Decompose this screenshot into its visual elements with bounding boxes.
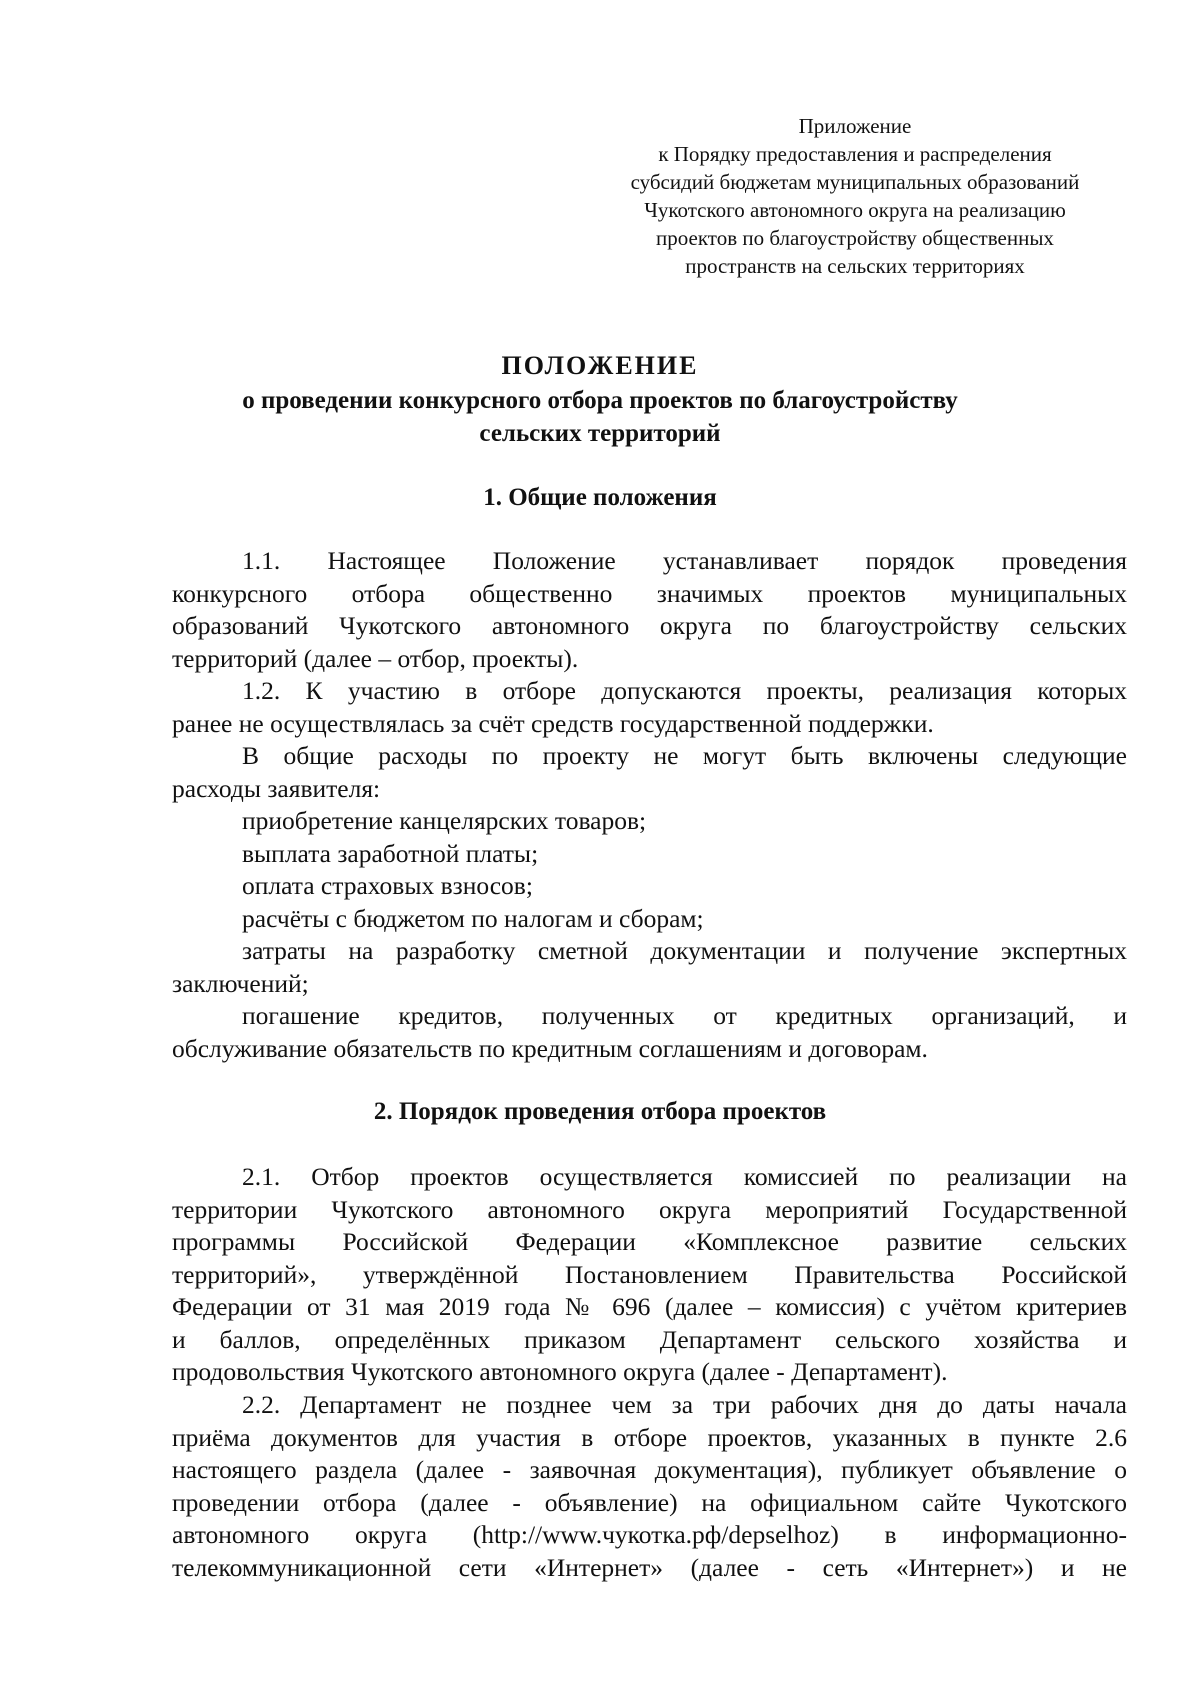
text-line: проведении отбора (далее - объявление) на официальном сайте Чукотского xyxy=(172,1487,1127,1517)
title-subtitle-line: о проведении конкурсного отбора проектов по благоустройству xyxy=(242,387,958,414)
text-line: 1.2. К участию в отборе допускаются проекты, реализация которых xyxy=(242,676,1127,705)
paragraph-expenses-intro xyxy=(172,740,1127,805)
text-line: В общие расходы по проекту не могут быть включены следующие xyxy=(242,741,1127,770)
expenses-list-item-estimates xyxy=(172,935,1127,1000)
appendix-line: проектов по благоустройству общественных xyxy=(656,226,1054,250)
appendix-line: Чукотского автономного округа на реализацию xyxy=(644,198,1066,222)
list-item: расчёты с бюджетом по налогам и сборам; xyxy=(242,903,704,933)
paragraph-2-1 xyxy=(172,1161,1127,1389)
section-1-heading: 1. Общие положения xyxy=(483,484,717,511)
expenses-list-item-credits xyxy=(172,1000,1127,1065)
text-line: расходы заявителя: xyxy=(172,773,381,803)
text-line: программы Российской Федерации «Комплексное развитие сельских xyxy=(172,1227,1127,1256)
text-line: Федерации от 31 мая 2019 года № 696 (далее – комиссия) с учётом критериев xyxy=(172,1292,1127,1321)
appendix-line: пространств на сельских территориях xyxy=(685,254,1025,278)
title-main: ПОЛОЖЕНИЕ xyxy=(501,351,699,380)
appendix-note xyxy=(590,112,1120,280)
text-line: территории Чукотского автономного округа мероприятий Государственной xyxy=(172,1194,1127,1224)
list-item: приобретение канцелярских товаров; xyxy=(242,806,647,835)
text-line: приёма документов для участия в отборе проектов, указанных в пункте 2.6 xyxy=(172,1422,1127,1452)
text-line: заключений; xyxy=(172,968,309,998)
paragraph-1-1 xyxy=(172,545,1127,675)
appendix-line: к Порядку предоставления и распределения xyxy=(658,142,1052,166)
text-line: территорий», утверждённой Постановлением Правительства Российской xyxy=(172,1259,1127,1289)
text-line: ранее не осуществлялась за счёт средств государственной поддержки. xyxy=(172,708,934,738)
text-line: автономного округа (http://www.чукотка.рф/depselhoz) в информационно- xyxy=(172,1520,1127,1549)
appendix-line: субсидий бюджетам муниципальных образований xyxy=(630,170,1080,194)
paragraph-2-2 xyxy=(172,1389,1127,1584)
expenses-list xyxy=(172,805,1127,935)
title-subtitle-line: сельских территорий xyxy=(479,420,721,447)
text-line: конкурсного отбора общественно значимых проектов муниципальных xyxy=(172,578,1127,608)
text-line: телекоммуникационной сети «Интернет» (далее - сеть «Интернет») и не xyxy=(172,1552,1127,1582)
text-line: обслуживание обязательств по кредитным соглашениям и договорам. xyxy=(172,1033,928,1063)
document-title xyxy=(150,348,1050,450)
text-line: 2.2. Департамент не позднее чем за три рабочих дня до даты начала xyxy=(242,1390,1127,1419)
list-item: оплата страховых взносов; xyxy=(242,871,533,900)
text-line: территорий (далее – отбор, проекты). xyxy=(172,643,579,673)
text-line: 2.1. Отбор проектов осуществляется комиссией по реализации на xyxy=(242,1162,1127,1191)
text-line: затраты на разработку сметной документации и получение экспертных xyxy=(242,936,1127,965)
text-line: продовольствия Чукотского автономного округа (далее - Департамент). xyxy=(172,1357,948,1386)
appendix-line: Приложение xyxy=(798,114,912,138)
text-line: настоящего раздела (далее - заявочная документация), публикует объявление о xyxy=(172,1455,1127,1484)
text-line: образований Чукотского автономного округа по благоустройству сельских xyxy=(172,611,1127,640)
list-item: выплата заработной платы; xyxy=(242,838,539,868)
text-line: погашение кредитов, полученных от кредитных организаций, и xyxy=(242,1001,1127,1030)
section-2-heading: 2. Порядок проведения отбора проектов xyxy=(373,1098,827,1125)
paragraph-1-2 xyxy=(172,675,1127,740)
text-line: и баллов, определённых приказом Департамент сельского хозяйства и xyxy=(172,1324,1127,1354)
text-line: 1.1. Настоящее Положение устанавливает порядок проведения xyxy=(242,546,1127,575)
